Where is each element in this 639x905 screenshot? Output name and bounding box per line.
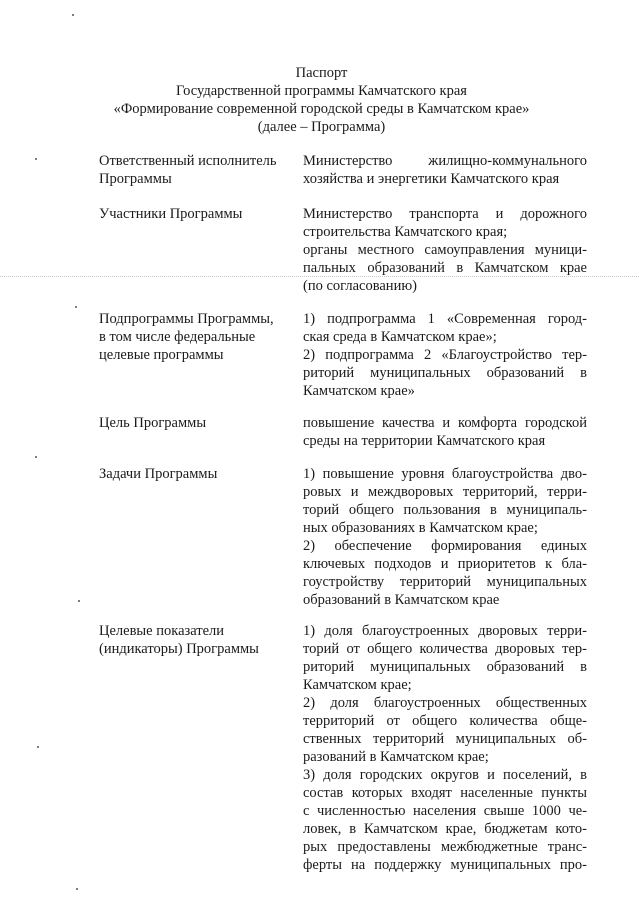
label-line: Подпрограммы Программы, — [99, 311, 274, 327]
content-line: 1) доля благоустроенных дворовых терри- — [303, 623, 587, 639]
row-label — [99, 622, 289, 658]
content-line: состав которых входят населенные пункты — [303, 785, 587, 801]
row-label — [99, 414, 289, 432]
content-line: 3) доля городских округов и поселений, в — [303, 767, 587, 783]
scan-speck — [37, 746, 39, 748]
content-line: ных образованиях в Камчатском крае; — [303, 520, 538, 536]
label-line: Программы — [99, 171, 172, 187]
title-line: Государственной программы Камчатского края — [176, 83, 467, 99]
row-label — [99, 205, 289, 223]
scan-speck — [78, 600, 80, 602]
content-line: Камчатском крае; — [303, 677, 412, 693]
content-line: повышение качества и комфорта городской — [303, 415, 587, 431]
content-line: 1) повышение уровня благоустройства дво- — [303, 466, 587, 482]
passport-title — [2, 64, 639, 136]
scan-fold-line — [0, 276, 639, 277]
row-label — [99, 465, 289, 483]
label-line: Цель Программы — [99, 415, 207, 431]
content-line: ключевых подходов и приоритетов к бла- — [303, 556, 587, 572]
content-line: Камчатском крае» — [303, 383, 415, 399]
content-line: (по согласованию) — [303, 278, 417, 294]
row-content — [303, 205, 587, 295]
scan-speck — [35, 456, 37, 458]
row-label — [99, 310, 289, 364]
content-line: ственных территорий муниципальных об- — [303, 731, 587, 747]
content-line: Министерство жилищно-коммунального — [303, 153, 587, 169]
row-content — [303, 414, 587, 450]
row-label — [99, 152, 289, 188]
content-line: органы местного самоуправления муници- — [303, 242, 587, 258]
title-line: «Формирование современной городской среды в Камчатском крае» — [113, 101, 530, 117]
content-line: риторий муниципальных образований в — [303, 659, 587, 675]
content-line: Министерство транспорта и дорожного — [303, 206, 587, 222]
row-content — [303, 622, 587, 874]
label-line: целевые программы — [99, 347, 224, 363]
label-line: Целевые показатели — [99, 623, 225, 639]
content-line: хозяйства и энергетики Камчатского края — [303, 171, 560, 187]
scan-speck — [72, 14, 74, 16]
content-line: торий от общего количества дворовых тер- — [303, 641, 587, 657]
scan-speck — [35, 158, 37, 160]
content-line: ферты на поддержку муниципальных про- — [303, 857, 587, 873]
label-line: Участники Программы — [99, 206, 243, 222]
label-line: в том числе федеральные — [99, 329, 256, 345]
title-line: (далее – Программа) — [257, 119, 386, 135]
content-line: среды на территории Камчатского края — [303, 433, 546, 449]
content-line: образований в Камчатском крае — [303, 592, 500, 608]
content-line: риторий муниципальных образований в — [303, 365, 587, 381]
title-line: Паспорт — [295, 65, 348, 81]
content-line: 2) обеспечение формирования единых — [303, 538, 587, 554]
row-content — [303, 310, 587, 400]
label-line: (индикаторы) Программы — [99, 641, 259, 657]
content-line: строительства Камчатского края; — [303, 224, 508, 240]
content-line: ская среда в Камчатском крае»; — [303, 329, 497, 345]
scan-speck — [75, 306, 77, 308]
row-content — [303, 465, 587, 609]
scan-speck — [76, 888, 78, 890]
content-line: разований в Камчатском крае; — [303, 749, 489, 765]
content-line: 2) доля благоустроенных общественных — [303, 695, 587, 711]
content-line: 1) подпрограмма 1 «Современная город- — [303, 311, 587, 327]
row-content — [303, 152, 587, 188]
content-line: гоустройству территорий муниципальных — [303, 574, 587, 590]
content-line: торий общего пользования в муниципаль- — [303, 502, 587, 518]
content-line: 2) подпрограмма 2 «Благоустройство тер- — [303, 347, 587, 363]
label-line: Задачи Программы — [99, 466, 218, 482]
content-line: ловек, в Камчатском крае, бюджетам кото- — [303, 821, 587, 837]
content-line: с численностью населения свыше 1000 че- — [303, 803, 587, 819]
label-line: Ответственный исполнитель — [99, 153, 277, 169]
content-line: ровых и междворовых территорий, терри- — [303, 484, 587, 500]
content-line: пальных образований в Камчатском крае — [303, 260, 587, 276]
content-line: рых предоставлены межбюджетные транс- — [303, 839, 587, 855]
content-line: территорий от общего количества обще- — [303, 713, 587, 729]
